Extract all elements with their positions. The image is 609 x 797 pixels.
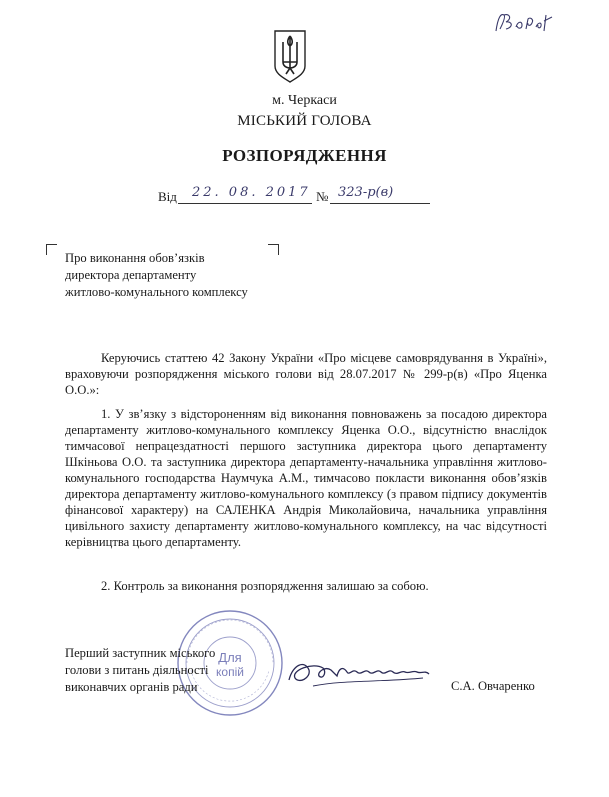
item-2-paragraph: 2. Контроль за виконання розпорядження залишаю за собою. — [101, 579, 429, 593]
stamp-line-2: копій — [216, 665, 244, 679]
signatory-position — [65, 645, 265, 696]
number-underline — [330, 203, 430, 204]
handwritten-corner-note — [492, 7, 557, 37]
signatory-position-line: Перший заступник міського — [65, 646, 216, 660]
signatory-name: С.А. Овчаренко — [451, 679, 535, 693]
number-value: 323-р(в) — [338, 185, 394, 200]
intro-paragraph: Керуючись статтею 42 Закону України «Про місцеве самоврядування в Україні», враховуючи розпорядження міського голови від 28.07.2017 № 299-р(в) «Про Яценка О.О.»: — [65, 351, 547, 397]
date-value: 22. 08. 2017 — [192, 185, 311, 200]
coat-of-arms-icon — [272, 28, 308, 84]
subject-block — [65, 250, 305, 301]
office-title: МІСЬКИЙ ГОЛОВА — [237, 113, 372, 129]
signatory-position-line: виконавчих органів ради — [65, 680, 198, 694]
date-underline — [178, 203, 312, 204]
subject-corner-left — [46, 244, 57, 255]
subject-line: Про виконання обов’язків — [65, 251, 205, 265]
date-label: Від — [158, 189, 177, 204]
stamp-line-1: Для — [218, 650, 242, 665]
signatory-position-line: голови з питань діяльності — [65, 663, 209, 677]
city-name: м. Черкаси — [272, 93, 337, 108]
document-type-title: РОЗПОРЯДЖЕННЯ — [222, 146, 387, 165]
date-number-row — [158, 187, 438, 207]
number-label: № — [316, 189, 329, 204]
subject-line: директора департаменту — [65, 268, 197, 282]
item-1-paragraph: 1. У зв’язку з відстороненням від виконання повноважень за посадою директора департаменту житлово-комунального комплексу Яценка О.О., відсутністю внаслідок тимчасової непрацездатності першого заступника директора цього департаменту Шкіньова О.О. та заступника директора департаменту-начальника управління житлово-комунального господарства Наумчука А.М., тимчасово покласти виконання обов’язків директора департаменту житлово-комунального комплексу (з правом підпису документів фінансової характеру) на САЛЕНКА Андрія Миколайовича, начальника управління цивільного захисту департаменту житлово-комунального комплексу, на час відсутності керівництва цього департаменту. — [65, 407, 547, 549]
subject-line: житлово-комунального комплексу — [65, 285, 248, 299]
handwritten-signature — [283, 650, 433, 698]
